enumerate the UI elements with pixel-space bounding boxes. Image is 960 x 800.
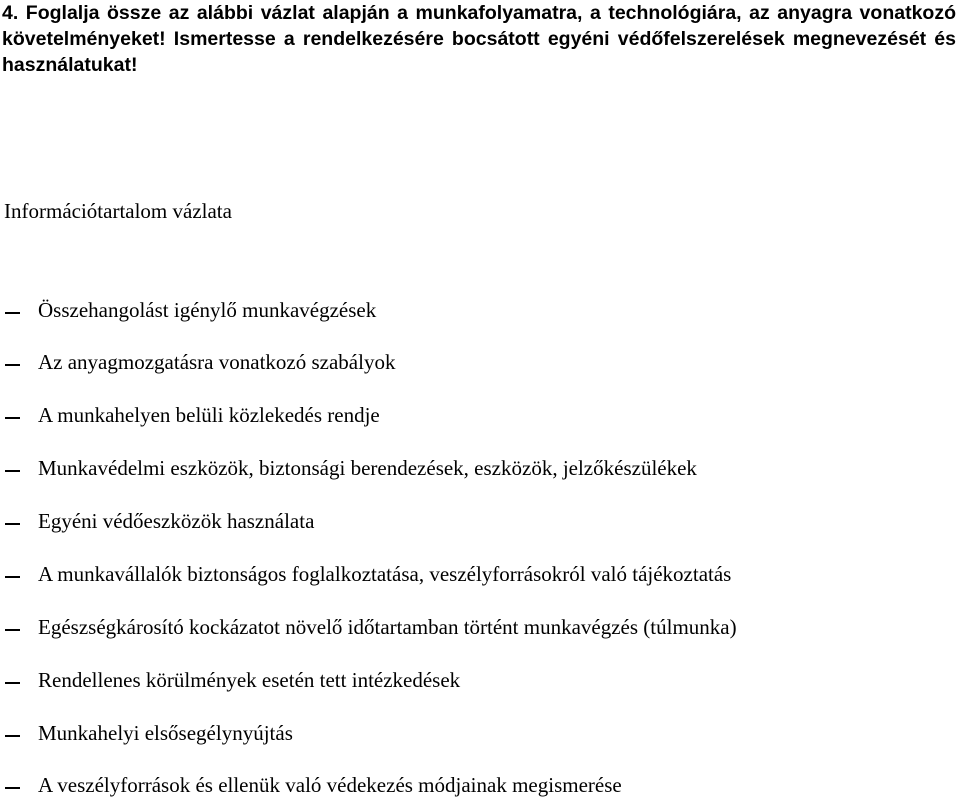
list-item-label: Munkahelyi elsősegélynyújtás [38,721,293,745]
dash-icon [5,735,20,737]
dash-icon [5,523,20,525]
list-item-label: Az anyagmozgatásra vonatkozó szabályok [38,350,396,374]
list-item-label: Egészségkárosító kockázatot növelő időtartamban történt munkavégzés (túlmunka) [38,615,737,639]
dash-icon [5,312,20,314]
list-item-label: Egyéni védőeszközök használata [38,509,315,533]
list-item-label: Munkavédelmi eszközök, biztonsági berendezések, eszközök, jelzőkészülékek [38,456,697,480]
task-heading: 4. Foglalja össze az alábbi vázlat alapján a munkafolyamatra, a technológiára, az anyagra vonatkozó követelményeket! Ismertesse a rendelkezésére bocsátott egyéni védőfelszerelések megnevezését és használatukat! [2,2,956,76]
dash-icon [5,576,20,578]
dash-icon [5,682,20,684]
list-item-label: A veszélyforrások és ellenük való védekezés módjainak megismerése [38,773,622,797]
list-item-label: A munkavállalók biztonságos foglalkoztatása, veszélyforrásokról való tájékoztatás [38,562,732,586]
dash-icon [5,787,20,789]
outline-title: Információtartalom vázlata [4,199,232,223]
dash-icon [5,629,20,631]
dash-icon [5,364,20,366]
dash-icon [5,417,20,419]
dash-icon [5,470,20,472]
list-item-label: Rendellenes körülmények esetén tett intézkedések [38,668,461,692]
list-item-label: Összehangolást igénylő munkavégzések [38,298,377,322]
list-item-label: A munkahelyen belüli közlekedés rendje [38,403,380,427]
